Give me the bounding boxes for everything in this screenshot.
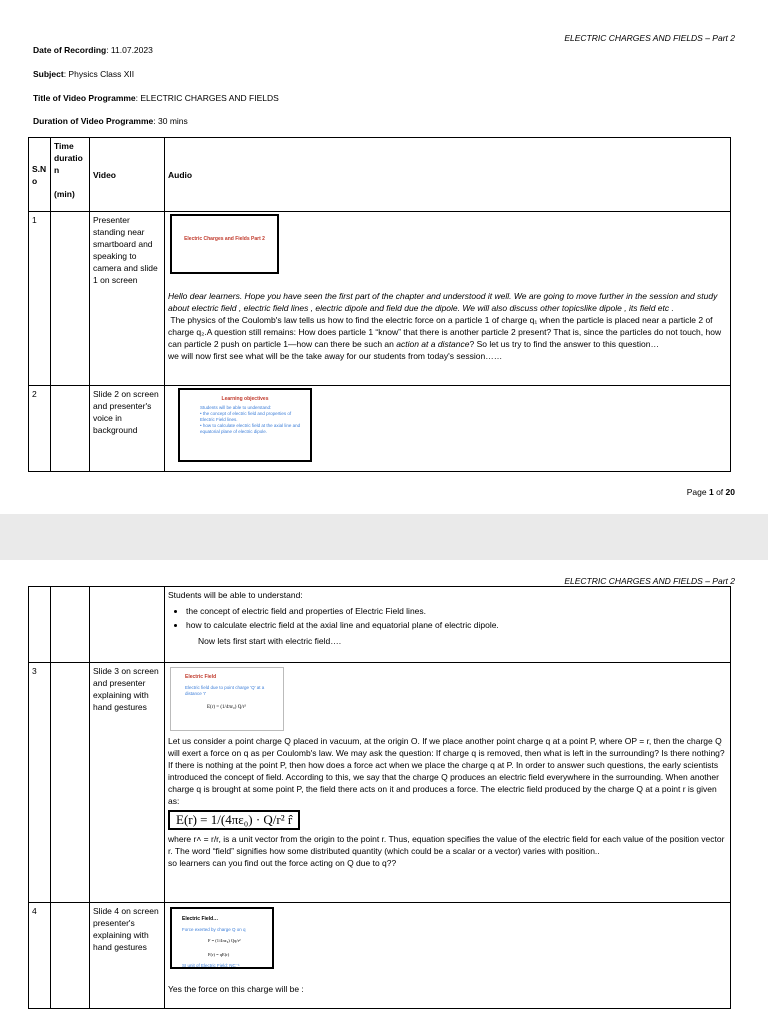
meta-title: Title of Video Programme: ELECTRIC CHARGES AND FIELDS	[33, 93, 279, 103]
slide-equation: F = (1/4πε₀) Qq/r²	[208, 938, 241, 943]
slide-thumbnail	[178, 388, 312, 462]
row-audio	[165, 587, 731, 663]
audio-unit-vector: where r˄ = r/r, is a unit vector from the origin to the point r. Thus, equation specifies the value of the electric field for each value of the position vector r. The word “field” signifies how some distributed quantity (which could be a scalar or a vector) varies with position..	[168, 834, 725, 856]
row-sno: 4	[29, 903, 51, 1009]
meta-date: Date of Recording: 11.07.2023	[33, 45, 153, 55]
audio-takeaway: we will now first see what will be the take away for our students from today's session……	[168, 351, 503, 361]
header-sno: S.N o	[29, 138, 51, 212]
script-table	[28, 586, 731, 1009]
row-sno: 1	[29, 212, 51, 386]
row-video: Slide 2 on screen and presenter's voice in background	[90, 386, 165, 472]
row-time	[51, 212, 90, 386]
table-row	[29, 587, 731, 663]
slide-thumbnail	[170, 667, 284, 731]
row-time	[51, 587, 90, 663]
slide-thumbnail	[170, 907, 274, 969]
row-time	[51, 386, 90, 472]
running-header: ELECTRIC CHARGES AND FIELDS – Part 2	[564, 576, 735, 586]
slide-title: Learning objectives	[221, 396, 269, 402]
slide-equation: F(r) = qE(r)	[208, 952, 230, 957]
header-time: Time duratio n (min)	[51, 138, 90, 212]
meta-subject: Subject: Physics Class XII	[33, 69, 135, 79]
script-table	[28, 137, 731, 472]
page-footer: Page 1 of 20	[686, 487, 735, 497]
row-sno	[29, 587, 51, 663]
row-video	[90, 587, 165, 663]
audio-intro: Hello dear learners. Hope you have seen the first part of the chapter and understood it well. We are going to move further in the session and study about electric field , electric field lines , electric dipole and field due the dipole. We will also discuss other topicslike dipole , its field etc .	[168, 291, 718, 313]
list-item: • the concept of electric field and properties of Electric Field lines.	[186, 605, 727, 617]
table-row	[29, 386, 731, 472]
table-row	[29, 903, 731, 1009]
slide-title: Electric Field…	[182, 916, 219, 922]
slide-title: Electric Field	[185, 674, 217, 680]
header-audio: Audio	[165, 138, 731, 212]
row-audio	[165, 663, 731, 903]
objectives-list	[186, 605, 727, 631]
running-header: ELECTRIC CHARGES AND FIELDS – Part 2	[564, 33, 735, 43]
audio-question: so learners can you find out the force acting on Q due to q??	[168, 858, 397, 868]
table-row	[29, 212, 731, 386]
field-equation: E(r) = 1/(4πε₀) · Q/r² r̂	[168, 810, 300, 830]
objectives-intro: Students will be able to understand:	[168, 590, 303, 600]
table-header-row	[29, 138, 731, 212]
row-audio	[165, 212, 731, 386]
slide-title: Electric Charges and Fields Part 2	[184, 236, 265, 242]
slide-body: Force exerted by charge Q on q	[182, 927, 246, 932]
row-video: Presenter standing near smartboard and speaking to camera and slide 1 on screen	[90, 212, 165, 386]
table-row	[29, 663, 731, 903]
start-text: Now lets first start with electric field….	[198, 636, 342, 646]
slide-body: Electric field due to point charge 'Q' at a distance 'r'	[185, 685, 265, 696]
row-video: Slide 4 on screen presenter's explaining with hand gestures	[90, 903, 165, 1009]
row-sno: 3	[29, 663, 51, 903]
slide-thumbnail	[170, 214, 279, 274]
slide-body: Students will be able to understand: • the concept of electric field and properties of Electric Field lines. • how to calculate electric field at the axial line and equatorial plane of electric dipole.	[200, 405, 301, 434]
slide-equation: E(r) = (1/4πε₀) Q/r²	[207, 705, 246, 710]
list-item: • how to calculate electric field at the axial line and equatorial plane of electric dipole.	[186, 619, 727, 631]
audio-force: Yes the force on this charge will be :	[168, 984, 304, 994]
header-video: Video	[90, 138, 165, 212]
slide-unit: SI unit of Electric Field: NC⁻¹	[182, 963, 240, 968]
audio-field-intro: Let us consider a point charge Q placed in vacuum, at the origin O. If we place another point charge q at a point P, where OP = r, then the charge Q will exert a force on q as per Coulomb's law. We may ask the question: If charge q is removed, then what is left in the surrounding? Is there nothing? If there is nothing at the point P, then how does a force act when we place the charge q at P. In order to answer such questions, the early scientists introduced the concept of field. According to this, we say that the charge Q produces an electric field everywhere in the surrounding. When another charge q is brought at some point P, the field there acts on it and produces a force. The electric field produced by the charge Q at a point r is given as:	[168, 736, 725, 806]
audio-coulomb: The physics of the Coulomb's law tells us how to find the electric force on a particle 1 of charge q₁ when the particle is placed near a particle 2 of charge q₂.A question still remains: How does particle 1 “know” that there is another particle 2 present? That is, since the particles do not touch, how can particle 2 push on particle 1—how can there be such an action at a distance? So let us try to find the answer to this question…	[168, 315, 722, 349]
row-time	[51, 663, 90, 903]
document-page-2	[0, 560, 768, 1024]
row-audio	[165, 386, 731, 472]
row-time	[51, 903, 90, 1009]
row-audio	[165, 903, 731, 1009]
meta-duration: Duration of Video Programme: 30 mins	[33, 116, 188, 126]
row-sno: 2	[29, 386, 51, 472]
row-video: Slide 3 on screen and presenter explaining with hand gestures	[90, 663, 165, 903]
